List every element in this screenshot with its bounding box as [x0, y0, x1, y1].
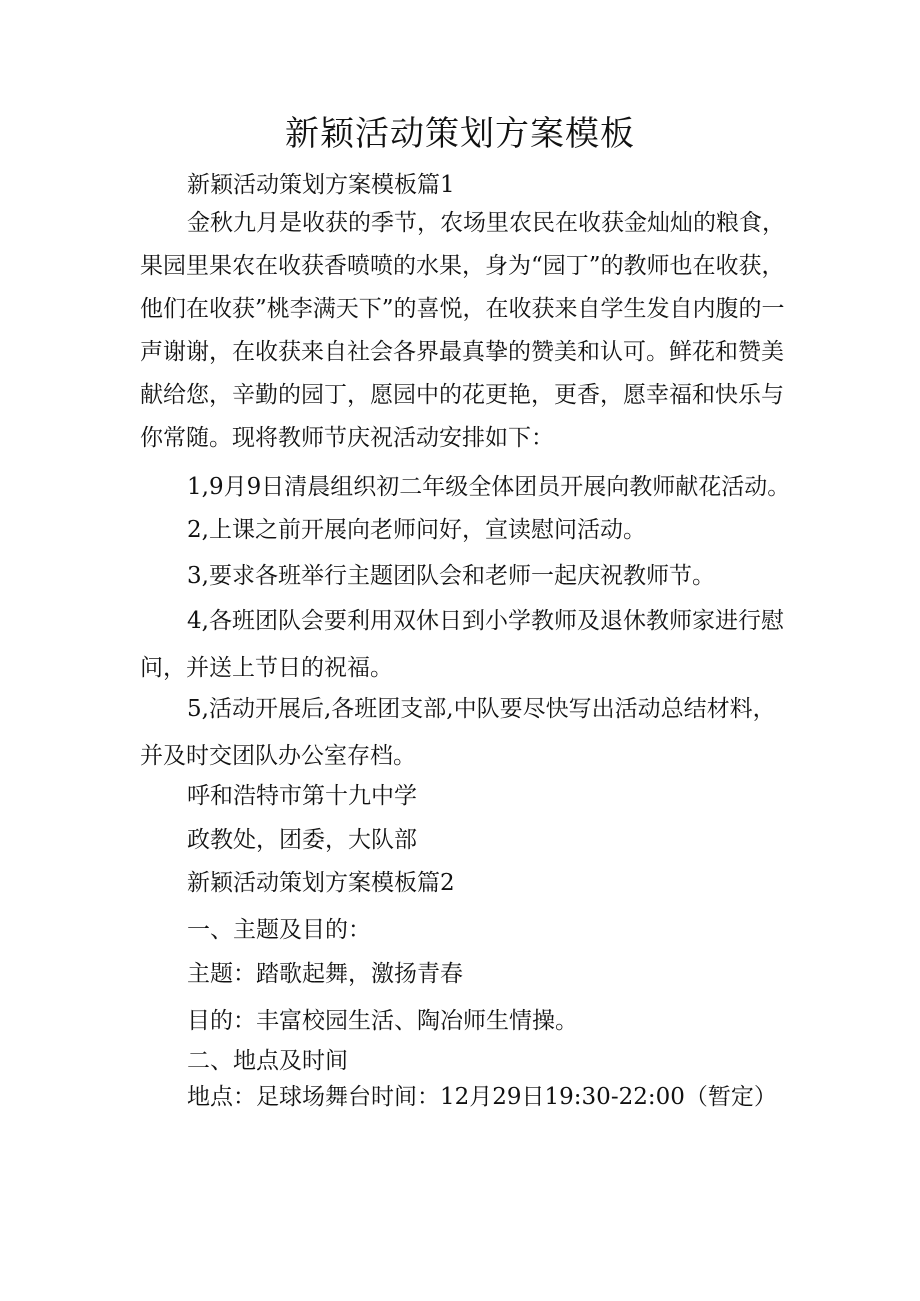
section2-heading: 新颖活动策划方案模板篇2 [187, 870, 455, 896]
section2-part1-heading: 一、主题及目的： [187, 917, 371, 943]
section2-part2-heading: 二、地点及时间 [187, 1048, 348, 1074]
section2-theme: 主题：踏歌起舞，激扬青春 [187, 961, 463, 987]
signature-school: 呼和浩特市第十九中学 [187, 783, 417, 809]
section2-place-time: 地点：足球场舞台时间：12月29日19:30-22:00（暂定） [187, 1084, 777, 1110]
section2-purpose: 目的：丰富校园生活、陶冶师生情操。 [187, 1008, 578, 1034]
list-item-3: 3,要求各班举行主题团队会和老师一起庆祝教师节。 [187, 563, 715, 589]
list-item-2: 2,上课之前开展向老师问好，宣读慰问活动。 [187, 517, 646, 543]
signature-departments: 政教处，团委，大队部 [187, 827, 417, 853]
section1-heading: 新颖活动策划方案模板篇1 [187, 172, 455, 198]
section1-intro-paragraph: 金秋九月是收获的季节，农场里农民在收获金灿灿的粮食，果园里果农在收获香喷喷的水果，身为“园丁”的教师也在收获，他们在收获”桃李满天下”的喜悦，在收获来自学生发自内腹的一声谢谢，在收获来自社会各界最真挚的赞美和认可。鲜花和赞美献给您，辛勤的园丁，愿园中的花更艳，更香，愿幸福和快乐与你常随。现将教师节庆祝活动安排如下： [140, 210, 785, 451]
document-title: 新颖活动策划方案模板 [285, 114, 635, 154]
list-item-5: 5,活动开展后,各班团支部,中队要尽快写出活动总结材料，并及时交团队办公室存档。 [140, 696, 776, 769]
list-item-1: 1,9月9日清晨组织初二年级全体团员开展向教师献花活动。 [187, 474, 791, 500]
list-item-4: 4,各班团队会要利用双休日到小学教师及退休教师家进行慰问，并送上节日的祝福。 [140, 608, 784, 681]
